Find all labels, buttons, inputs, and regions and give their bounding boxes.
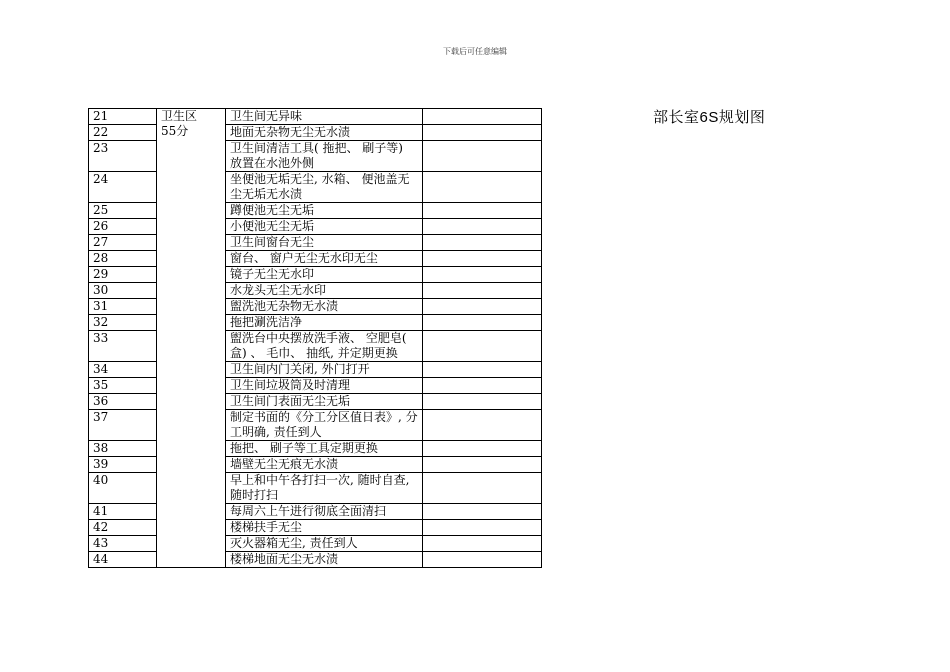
row-description: 盥洗台中央摆放洗手液、 空肥皂( 盒) 、 毛巾、 抽纸, 并定期更换 [226,331,423,362]
empty-cell [423,283,542,299]
table-row [89,235,542,251]
table-row [89,109,542,125]
table-row [89,331,542,362]
row-number: 29 [89,267,157,283]
row-number: 31 [89,299,157,315]
row-number: 44 [89,552,157,568]
row-number: 24 [89,172,157,203]
row-number: 23 [89,141,157,172]
row-description: 楼梯地面无尘无水渍 [226,552,423,568]
empty-cell [423,331,542,362]
table-row [89,251,542,267]
row-description: 窗台、 窗户无尘无水印无尘 [226,251,423,267]
row-description: 小便池无尘无垢 [226,219,423,235]
row-number: 37 [89,410,157,441]
empty-cell [423,172,542,203]
table-row [89,473,542,504]
empty-cell [423,552,542,568]
empty-cell [423,141,542,172]
table-row [89,141,542,172]
row-number: 28 [89,251,157,267]
table-row [89,203,542,219]
row-number: 34 [89,362,157,378]
row-description: 墙壁无尘无痕无水渍 [226,457,423,473]
row-number: 42 [89,520,157,536]
row-description: 镜子无尘无水印 [226,267,423,283]
row-number: 32 [89,315,157,331]
table-row [89,441,542,457]
row-description: 蹲便池无尘无垢 [226,203,423,219]
table-row [89,520,542,536]
table-row [89,219,542,235]
table-row [89,378,542,394]
row-number: 25 [89,203,157,219]
row-description: 盥洗池无杂物无水渍 [226,299,423,315]
empty-cell [423,441,542,457]
area-cell [157,109,226,568]
empty-cell [423,536,542,552]
table-row [89,394,542,410]
row-number: 39 [89,457,157,473]
empty-cell [423,520,542,536]
empty-cell [423,457,542,473]
empty-cell [423,410,542,441]
row-description: 卫生间清洁工具( 拖把、 刷子等) 放置在水池外侧 [226,141,423,172]
table-row [89,172,542,203]
empty-cell [423,504,542,520]
row-number: 36 [89,394,157,410]
row-number: 43 [89,536,157,552]
row-description: 制定书面的《分工分区值日表》, 分工明确, 责任到人 [226,410,423,441]
row-number: 41 [89,504,157,520]
row-number: 35 [89,378,157,394]
empty-cell [423,362,542,378]
empty-cell [423,299,542,315]
empty-cell [423,378,542,394]
table-row [89,504,542,520]
row-description: 楼梯扶手无尘 [226,520,423,536]
row-description: 拖把、 刷子等工具定期更换 [226,441,423,457]
row-description: 灭火器箱无尘, 责任到人 [226,536,423,552]
row-number: 40 [89,473,157,504]
row-description: 卫生间窗台无尘 [226,235,423,251]
row-description: 卫生间无异味 [226,109,423,125]
empty-cell [423,109,542,125]
page-header: 下载后可任意编辑 [443,47,507,56]
table-row [89,552,542,568]
row-description: 早上和中午各打扫一次, 随时自查, 随时打扫 [226,473,423,504]
empty-cell [423,473,542,504]
area-name: 卫生区 [161,109,198,123]
checklist-body [89,109,542,568]
table-row [89,125,542,141]
checklist-table [88,108,542,568]
row-description: 卫生间门表面无尘无垢 [226,394,423,410]
empty-cell [423,315,542,331]
empty-cell [423,394,542,410]
table-row [89,315,542,331]
row-description: 水龙头无尘无水印 [226,283,423,299]
empty-cell [423,219,542,235]
table-row [89,457,542,473]
table-row [89,267,542,283]
area-score: 55分 [161,124,189,138]
row-number: 22 [89,125,157,141]
table-row [89,410,542,441]
row-description: 卫生间内门关闭, 外门打开 [226,362,423,378]
row-number: 26 [89,219,157,235]
side-title: 部长室6S规划图 [653,109,766,126]
table-row [89,536,542,552]
empty-cell [423,251,542,267]
row-description: 卫生间垃圾筒及时清理 [226,378,423,394]
table-row [89,362,542,378]
row-number: 21 [89,109,157,125]
empty-cell [423,203,542,219]
row-description: 每周六上午进行彻底全面清扫 [226,504,423,520]
table-row [89,299,542,315]
row-description: 地面无杂物无尘无水渍 [226,125,423,141]
row-description: 拖把涮洗洁净 [226,315,423,331]
row-number: 27 [89,235,157,251]
empty-cell [423,235,542,251]
empty-cell [423,267,542,283]
empty-cell [423,125,542,141]
row-number: 33 [89,331,157,362]
row-number: 38 [89,441,157,457]
table-row [89,283,542,299]
row-description: 坐便池无垢无尘, 水箱、 便池盖无尘无垢无水渍 [226,172,423,203]
row-number: 30 [89,283,157,299]
